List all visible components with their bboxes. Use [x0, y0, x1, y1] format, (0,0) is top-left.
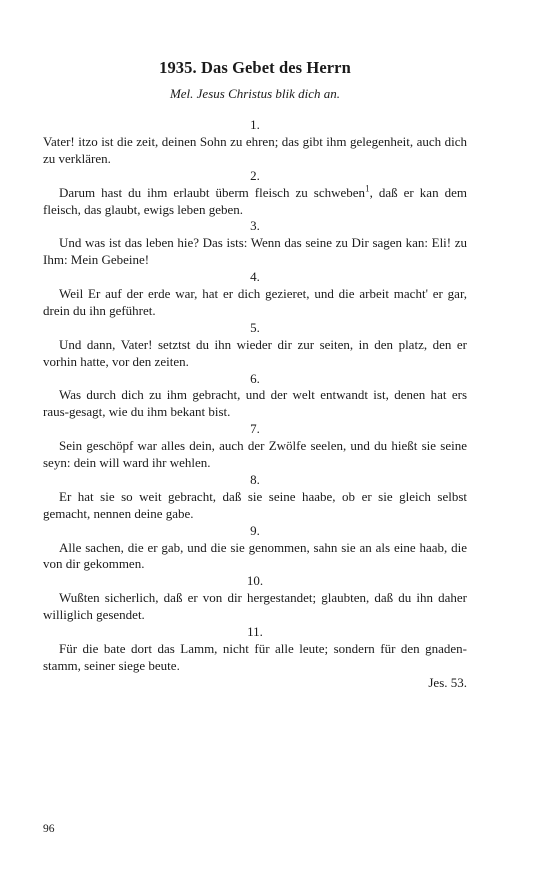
verse	[43, 421, 467, 472]
verse-text: Er hat sie so weit gebracht, daß sie seine haabe, ob er sie gleich selbst gemacht, nennen deine gabe.	[43, 488, 467, 521]
verse-text: Wußten sicherlich, daß er von dir hergestandet; glaubten, daß du ihn daher williglich gesendet.	[43, 590, 467, 623]
verse-number: 8.	[250, 471, 260, 487]
verse-number: 4.	[250, 269, 260, 285]
verse	[43, 117, 467, 168]
verse-number: 7.	[250, 421, 260, 437]
verse	[43, 168, 467, 219]
verse	[43, 624, 467, 675]
verse-number: 1.	[250, 117, 260, 132]
verse-number: 11.	[247, 624, 263, 640]
verse	[43, 371, 467, 422]
verse-text: Für die bate dort das Lamm, nicht für alle leute; sondern für den gnaden-stamm, seiner siege beute.	[43, 640, 467, 673]
verse-text: Und was ist das leben hie? Das ists: Wenn das seine zu Dir sagen kan: Eli! zu Ihm: Mein Gebeine!	[43, 235, 467, 268]
verse	[43, 573, 467, 624]
verse-number: 10.	[246, 573, 264, 589]
verse-number: 9.	[250, 522, 260, 538]
scripture-reference: Jes. 53.	[428, 674, 467, 690]
verse-text: Was durch dich zu ihm gebracht, und der welt entwandt ist, denen hat ers raus-gesagt, wie du ihm bekant bist.	[43, 387, 467, 420]
verse-text	[43, 185, 467, 219]
verse-text: Weil Er auf der erde war, hat er dich gezieret, und die arbeit macht' er gar, drein du ihn geführet.	[43, 286, 467, 318]
verse-number: 5.	[250, 319, 260, 335]
melody-note: Mel. Jesus Christus blik dich an.	[169, 86, 341, 101]
verse-text: Und dann, Vater! setztst du ihn wieder dir zur seiten, in den platz, den er vorhin hatte, vor den zeiten.	[43, 336, 467, 369]
verse-number: 3.	[250, 218, 260, 234]
verse-text-part: , daß er kan dem fleisch, das glaubt, ewigs leben geben.	[43, 184, 467, 217]
verse	[43, 472, 467, 523]
verse-number: 6.	[250, 370, 260, 386]
verse	[43, 269, 467, 320]
verse-number: 2.	[250, 167, 260, 183]
footnote-mark: 1	[365, 183, 370, 194]
page-number: 96	[43, 823, 55, 835]
verse	[43, 523, 467, 574]
verse-text: Sein geschöpf war alles dein, auch der Zwölfe seelen, und du hießt sie seine seyn: dein will ward ihr wehlen.	[43, 438, 467, 471]
verse-list	[43, 117, 467, 692]
verse	[43, 218, 467, 269]
verse	[43, 320, 467, 371]
verse-text: Vater! itzo ist die zeit, deinen Sohn zu ehren; das gibt ihm gelegenheit, auch dich zu verklären.	[43, 133, 467, 166]
verse-text: Alle sachen, die er gab, und die sie genommen, sahn sie an als eine haab, die von dir gekommen.	[43, 539, 467, 572]
verse-text-part: Darum hast du ihm erlaubt überm fleisch zu schweben	[59, 184, 366, 200]
hymn-title: 1935. Das Gebet des Herrn	[159, 58, 351, 77]
